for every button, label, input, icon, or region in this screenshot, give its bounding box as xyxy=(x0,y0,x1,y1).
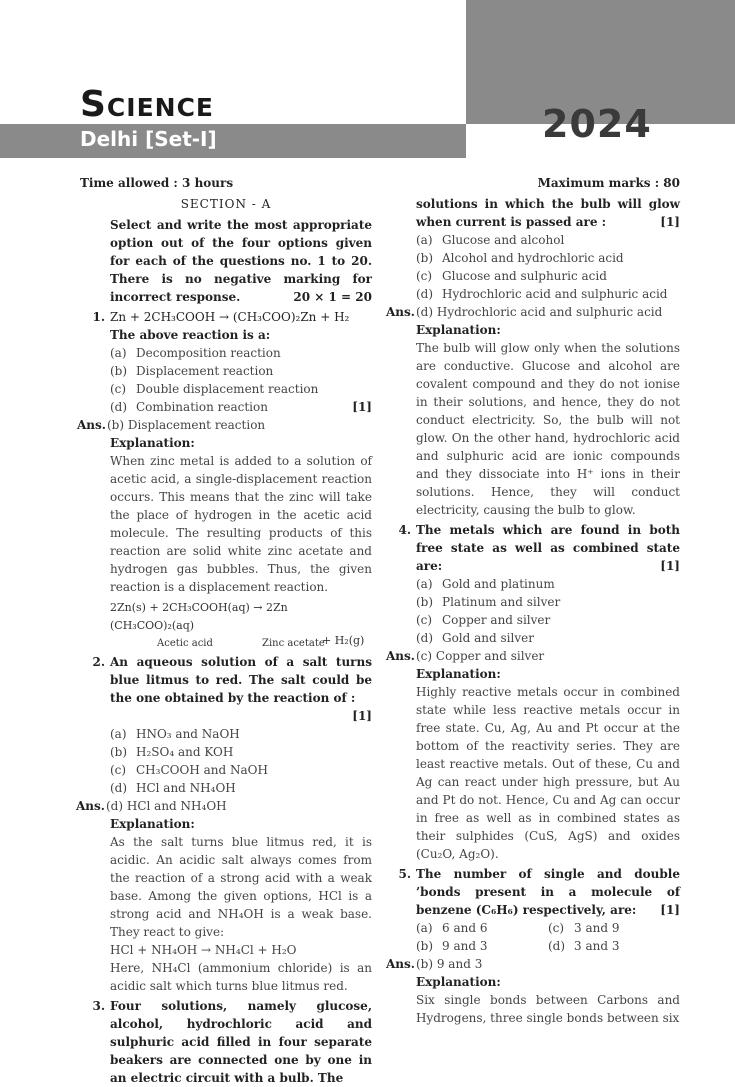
q3-explanation: The bulb will glow only when the solutions are conductive. Glucose and alcohol are covalent compound and they do not ionise in their solutions, and hence, they do not conduct electricity. So, the bulb will not glow. On the other hand, hydrochloric acid and sulphuric acid are ionic compounds and they dissociate into H⁺ ions in their solutions. Hence, they will conduct electricity, causing the bulb to glow. xyxy=(416,341,680,517)
q2-option-b: (b) H₂SO₄ and KOH xyxy=(110,745,234,759)
q4-option-c: (c) Copper and silver xyxy=(416,613,551,627)
q2-equation: HCl + NH₄OH → NH₄Cl + H₂O xyxy=(110,943,297,957)
q3-text-left: Four solutions, namely glucose, alcohol, hydrochloric acid and sulphuric acid filled in four separate beakers are connected one by one in an electric circuit with a bulb. The xyxy=(110,999,372,1085)
q2-explanation-2: Here, NH₄Cl (ammonium chloride) is an acidic salt which turns blue litmus red. xyxy=(110,961,372,993)
q1-explanation: When zinc metal is added to a solution of acetic acid, a single-displacement reaction occurs. This means that the zinc will take the place of hydrogen in the acetic acid molecule. The resulting products of this reaction are solid white zinc acetate and hydrogen gas bubbles. Thus, the given reaction is a displacement reaction. xyxy=(110,454,372,594)
q4-option-d: (d) Gold and silver xyxy=(416,631,534,645)
question-1: 1. Zn + 2CH₃COOH → (CH₃COO)₂Zn + H₂ xyxy=(80,308,372,326)
q3-text-right: solutions in which the bulb will glow when current is passed are : [1] xyxy=(416,197,680,229)
q5-text: The number of single and double ’bonds present in a molecule of benzene (C₆H₆) respectively, are: [1] xyxy=(416,867,680,917)
q3-answer: Ans. (d) Hydrochloric acid and sulphuric acid xyxy=(386,305,663,319)
question-3: 3. Four solutions, namely glucose, alcohol, hydrochloric acid and sulphuric acid filled in four separate beakers are connected one by one in an electric circuit with a bulb. The xyxy=(92,999,372,1085)
q1-equation-labels: Acetic acid Zinc acetate + H₂(g) xyxy=(157,634,365,649)
q1-equation-2: 2Zn(s) + 2CH₃COOH(aq) → 2Zn (CH₃COO)₂(aq) xyxy=(110,601,288,632)
q4-answer: Ans. (c) Copper and silver xyxy=(386,649,545,663)
right-column xyxy=(386,195,680,1027)
q4-marks: [1] xyxy=(660,559,680,573)
q1-marks: [1] xyxy=(352,400,372,414)
q1-answer: Ans. (b) Displacement reaction xyxy=(77,418,266,432)
q4-text: The metals which are found in both free state as well as combined state are: [1] xyxy=(416,523,680,573)
section-heading: SECTION - A xyxy=(180,197,272,211)
q5-option-b: (b) 9 and 3 xyxy=(416,939,488,953)
q2-option-a: (a) HNO₃ and NaOH xyxy=(110,727,240,741)
q3-option-a: (a) Glucose and alcohol xyxy=(416,233,565,247)
q2-explanation-label: Explanation: xyxy=(110,817,195,831)
instructions: Select and write the most appropriate option out of the four options given for each of the questions no. 1 to 20. There is no negative marking for incorrect response. 20 × 1 = 20 xyxy=(110,218,372,304)
instructions-marks: 20 × 1 = 20 xyxy=(293,290,372,304)
q3-option-d: (d) Hydrochloric acid and sulphuric acid xyxy=(416,287,668,301)
q1-option-c: (c) Double displacement reaction xyxy=(110,382,319,396)
q2-marks: [1] xyxy=(352,709,372,723)
q2-option-d: (d) HCl and NH₄OH xyxy=(110,781,236,795)
time-allowed: Time allowed : 3 hours xyxy=(80,176,234,190)
q1-explanation-label: Explanation: xyxy=(110,436,195,450)
q5-explanation-label: Explanation: xyxy=(416,975,501,989)
q5-options xyxy=(386,919,680,955)
q2-text: An aqueous solution of a salt turns blue litmus to red. The salt could be the one obtained by the reaction of : [1] xyxy=(110,655,372,723)
q2-option-c: (c) CH₃COOH and NaOH xyxy=(110,763,268,777)
q2-explanation: As the salt turns blue litmus red, it is acidic. An acidic salt always comes from the reaction of a strong acid with a weak base. Among the given options, HCl is a strong acid and NH₄OH is a weak base. They react to give: xyxy=(110,835,372,939)
q1-equation: Zn + 2CH₃COOH → (CH₃COO)₂Zn + H₂ xyxy=(110,310,350,324)
q3-option-b: (b) Alcohol and hydrochloric acid xyxy=(416,251,624,265)
q4-option-b: (b) Platinum and silver xyxy=(416,595,561,609)
question-4: 4. The metals which are found in both free state as well as combined state are: [1] xyxy=(398,523,680,573)
year-label: 2024 xyxy=(542,102,652,146)
page-subtitle: Delhi [Set-I] xyxy=(80,127,217,151)
question-2: 2. An aqueous solution of a salt turns blue litmus to red. The salt could be the one obtained by the reaction of : [1] xyxy=(92,655,372,723)
q3-option-c: (c) Glucose and sulphuric acid xyxy=(416,269,607,283)
q5-option-a: (a) 6 and 6 xyxy=(416,921,488,935)
q1-text: The above reaction is a: xyxy=(110,328,271,342)
left-column xyxy=(76,195,372,1087)
q2-answer: Ans. (d) HCl and NH₄OH xyxy=(76,799,227,813)
q4-option-a: (a) Gold and platinum xyxy=(416,577,555,591)
q4-explanation-label: Explanation: xyxy=(416,667,501,681)
q1-option-a: (a) Decomposition reaction xyxy=(110,346,281,360)
q5-option-d: (d) 3 and 3 xyxy=(548,939,620,953)
q3-marks: [1] xyxy=(660,215,680,229)
question-5: 5. The number of single and double ’bonds present in a molecule of benzene (C₆H₆) respectively, are: [1] xyxy=(398,867,680,917)
page-title: Science xyxy=(80,84,215,125)
q5-marks: [1] xyxy=(660,903,680,917)
q5-option-c: (c) 3 and 9 xyxy=(548,921,620,935)
maximum-marks: Maximum marks : 80 xyxy=(537,176,680,190)
q5-answer: Ans. (b) 9 and 3 xyxy=(386,957,483,971)
q3-explanation-label: Explanation: xyxy=(416,323,501,337)
q1-option-b: (b) Displacement reaction xyxy=(110,364,274,378)
q4-explanation: Highly reactive metals occur in combined state while less reactive metals occur in free state. Cu, Ag, Au and Pt occur at the bottom of the reactivity series. They are least reactive metals. Out of these, Cu and Ag can react under high pressure, but Au and Pt do not. Hence, Cu and Ag can occur in free as well as in combined states as their sulphides (CuS, AgS) and oxides (Cu₂O, Ag₂O). xyxy=(416,685,680,861)
q5-explanation: Six single bonds between Carbons and Hydrogens, three single bonds between six xyxy=(416,993,680,1025)
q1-option-d: (d) Combination reaction [1] xyxy=(110,400,372,414)
